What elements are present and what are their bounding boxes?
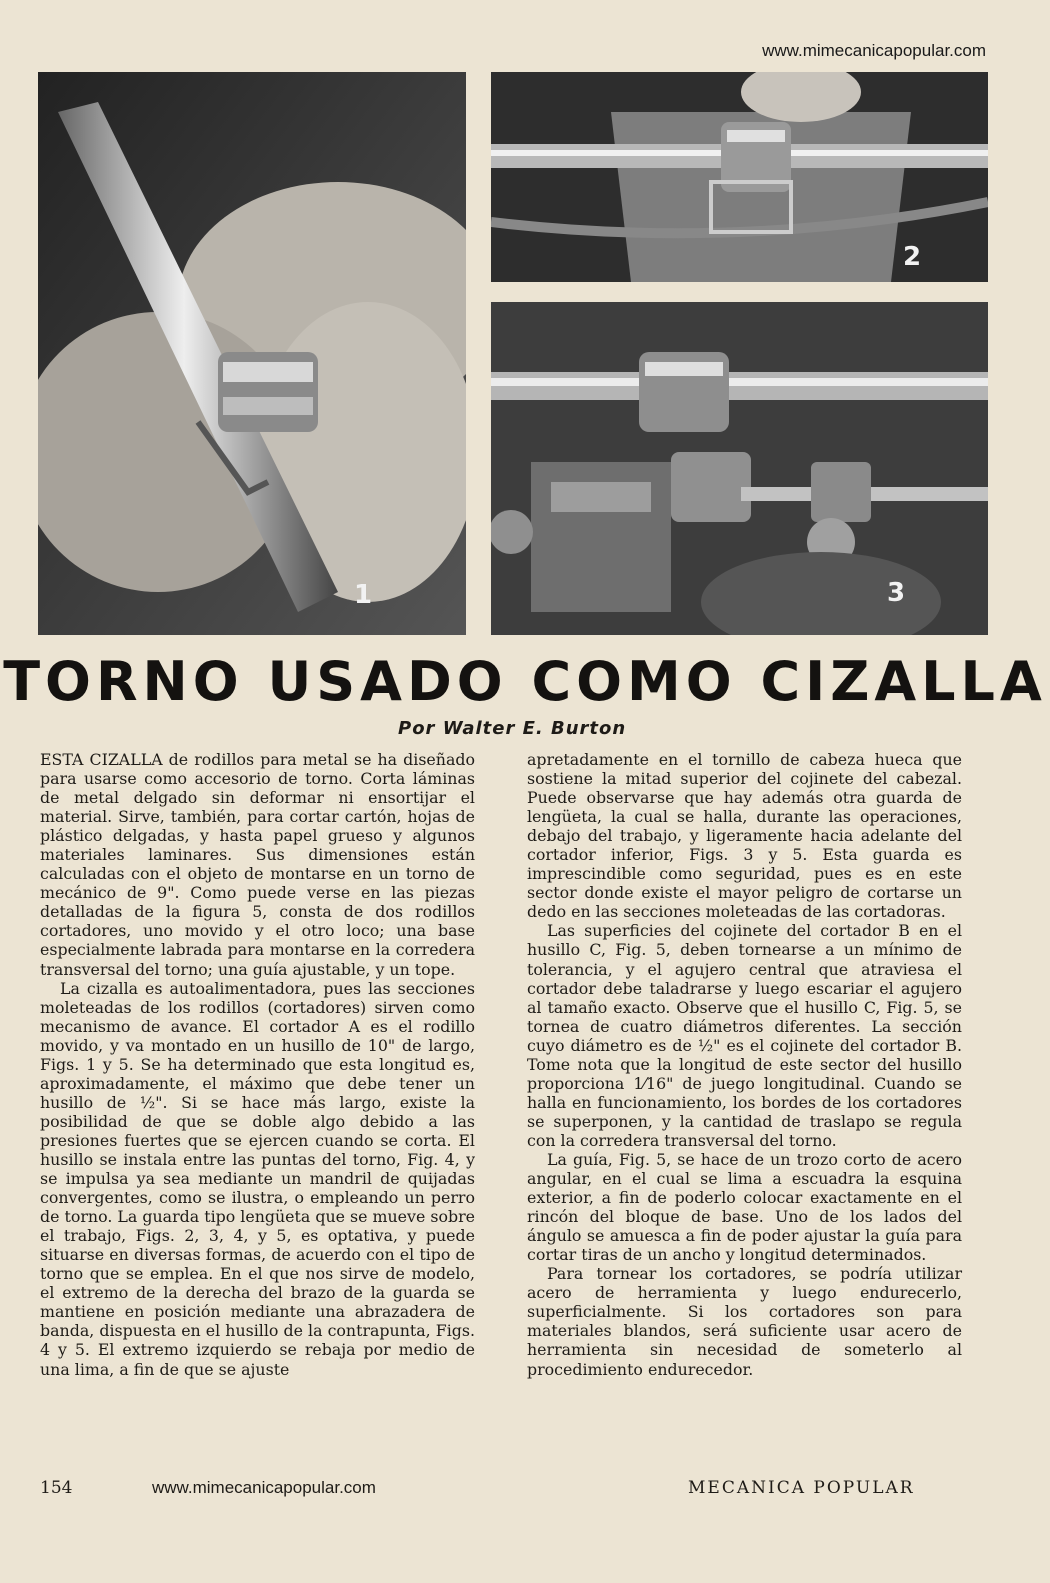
figure-1-number: 1 (354, 580, 373, 610)
paragraph: Las superficies del cojinete del cortador B en el husillo C, Fig. 5, deben tornearse a un mínimo de tolerancia, y el agujero central que atraviesa el cortador debe taladrarse y luego escariar el agujero al tamaño exacto. Observe que el husillo C, Fig. 5, se tornea de cuatro diámetros diferentes. La sección cuyo diámetro es de ½" es el cojinete del cortador B. Tome nota que la longitud de este sector del husillo proporciona 1⁄16" de juego longitudinal. Cuando se halla en funcionamiento, los bordes de los cortadores se superponen, y la cantidad de traslapo se regula con la corredera transversal del torno. (527, 921, 962, 1150)
paragraph: ESTA CIZALLA de rodillos para metal se ha diseñado para usarse como accesorio de torno. Corta láminas de metal delgado sin deformar ni ensortijar el material. Sirve, también, para cortar cartón, hojas de plástico delgadas, y hasta papel grueso y algunos materiales laminares. Sus dimensiones están calculadas con el objeto de montarse en un torno de mecánico de 9". Como puede verse en las piezas detalladas de la figura 5, consta de dos rodillos cortadores, uno movido y el otro loco; una base especialmente labrada para montarse en la corredera transversal del torno; una guía ajustable, y un tope. (40, 750, 475, 979)
figure-3-photo (491, 302, 988, 635)
paragraph: La guía, Fig. 5, se hace de un trozo corto de acero angular, en el cual se lima a escuadra la esquina exterior, a fin de poderlo colocar exactamente en el rincón del bloque de base. Uno de los lados del ángulo se amuesca a fin de poder ajustar la guía para cortar tiras de un ancho y longitud determinados. (527, 1149, 962, 1265)
figure-2-photo (491, 72, 988, 282)
left-column (40, 750, 475, 1379)
paragraph: La cizalla es autoalimentadora, pues las secciones moleteadas de los rodillos (cortadores) sirven como mecanismo de avance. El cortador A es el rodillo movido, y va montado en un husillo de 10" de largo, Figs. 1 y 5. Se ha determinado que esta longitud es, aproximadamente, el máximo que debe tener un husillo de ½". Si se hace más largo, existe la posibilidad de que se doble algo debido a las presiones fuertes que se ejercen cuando se corta. El husillo se instala entre las puntas del torno, Fig. 4, y se impulsa ya sea mediante un mandril de quijadas convergentes, como se ilustra, o empleando un perro de torno. La guarda tipo lengüeta que se mueve sobre el trabajo, Figs. 2, 3, 4, y 5, es optativa, y puede situarse en diversas formas, de acuerdo con el tipo de torno que se emplea. En el que nos sirve de modelo, el extremo de la derecha del brazo de la guarda se mantiene en posición mediante una abrazadera de banda, dispuesta en el husillo de la contrapunta, Figs. 4 y 5. El extremo izquierdo se rebaja por medio de una lima, a fin de que se ajuste (40, 978, 475, 1379)
figure-2-number: 2 (903, 242, 922, 272)
magazine-name: MECANICA POPULAR (688, 1478, 915, 1498)
paragraph: Para tornear los cortadores, se podría utilizar acero de herramienta y luego endurecerlo, superficialmente. Si los cortadores son para materiales blandos, será suficiente usar acero de herramienta sin necesidad de someterlo al procedimiento endurecedor. (527, 1264, 962, 1379)
right-column (527, 750, 962, 1379)
paragraph: apretadamente en el tornillo de cabeza hueca que sostiene la mitad superior del cojinete del cabezal. Puede observarse que hay además otra guarda de lengüeta, la cual se halla, durante las operaciones, debajo del trabajo, y ligeramente hacia adelante del cortador inferior, Figs. 3 y 5. Esta guarda es imprescindible como seguridad, pues es en este sector donde existe el mayor peligro de cortarse un dedo en las secciones moleteadas de las cortadoras. (527, 750, 962, 922)
footer-website[interactable]: www.mimecanicapopular.com (152, 1478, 376, 1497)
article-title: TORNO USADO COMO CIZALLA (3, 650, 1047, 713)
article-byline: Por Walter E. Burton (398, 718, 627, 739)
figure-3-number: 3 (887, 578, 906, 608)
header-website[interactable]: www.mimecanicapopular.com (762, 41, 986, 60)
figure-1-photo (38, 72, 466, 635)
page-number: 154 (40, 1478, 73, 1498)
